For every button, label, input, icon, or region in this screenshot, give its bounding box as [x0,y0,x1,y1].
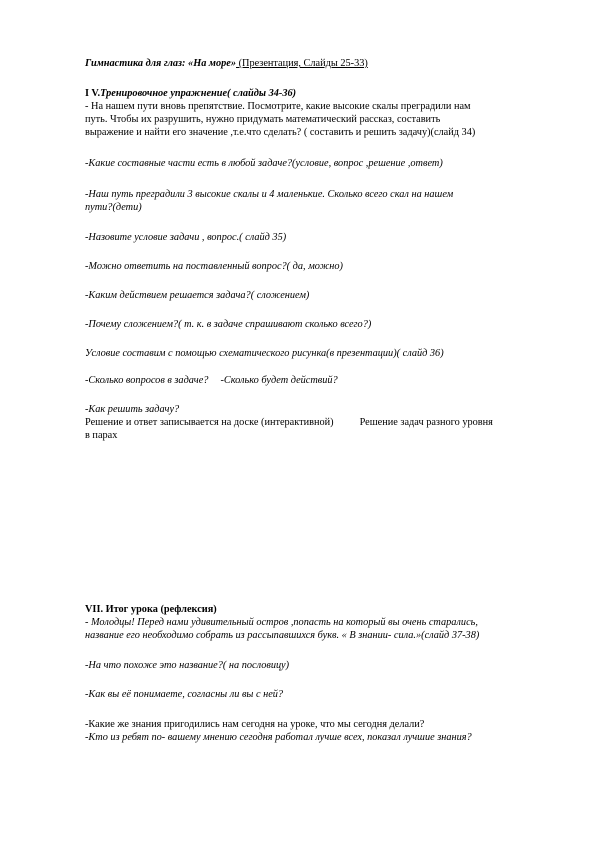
question-why-addition: -Почему сложением?( т. к. в задаче спрашивают сколько всего?) [85,319,372,330]
question-what-knowledge: -Какие же знания пригодились нам сегодня на уроке, что мы сегодня делали? [85,719,425,730]
condition-schematic-drawing: Условие составим с помощью схематического рисунка(в презентации)( слайд 36) [85,348,444,359]
question-how-many-actions: -Сколько будет действий? [220,375,338,386]
eye-gymnastics-title: Гимнастика для глаз: «На море» [85,58,236,69]
in-pairs: в парах [85,430,118,441]
question-what-resembles: -На что похоже это название?( на пословицу) [85,660,289,671]
solution-note-line [85,417,493,429]
question-how-many-questions: -Сколько вопросов в задаче? [85,375,209,386]
question-can-answer: -Можно ответить на поставленный вопрос?( да, можно) [85,261,343,272]
section-4-title: Тренировочное упражнение( слайды 34-36) [100,88,297,99]
section-4-number: I V. [85,88,101,99]
different-level-tasks: Решение задач разного уровня [359,417,493,428]
section-4-intro-line-2: путь. Чтобы их разрушить, нужно придумать математический рассказ, составить [85,114,441,125]
section-4-intro-line-3: выражение и найти его значение ,т.е.что сделать? ( составить и решить задачу)(слайд 34) [85,127,476,138]
question-which-operation: -Каким действием решается задача?( сложением) [85,290,310,301]
questions-count-line [85,375,338,387]
section-4-intro-line-1: - На нашем пути вновь препятствие. Посмотрите, какие высокие скалы преградили нам [85,101,471,112]
question-rocks-line-2: пути?(дети) [85,202,142,213]
presentation-slides-reference: (Презентация, Слайды 25-33) [236,58,368,69]
section-7-line-1: - Молодцы! Перед нами удивительный остров ,попасть на который вы очень старались, [85,617,478,628]
section-4-heading [85,88,296,100]
question-task-parts: -Какие составные части есть в любой задаче?(условие, вопрос ,решение ,ответ) [85,158,443,169]
question-who-worked-best: -Кто из ребят по- вашему мнению сегодня работал лучше всех, показал лучшие знания? [85,732,472,743]
section-7-line-2: название его необходимо собрать из рассыпавшихся букв. « В знании- сила.»(слайд 37-38) [85,630,480,641]
question-name-condition: -Назовите условие задачи , вопрос.( слайд 35) [85,232,287,243]
eye-gymnastics-line [85,58,368,70]
section-7-heading: VII. Итог урока (рефлексия) [85,604,217,615]
solution-on-board: Решение и ответ записывается на доске (интерактивной) [85,417,334,428]
question-how-to-solve: -Как решить задачу? [85,404,180,415]
question-rocks-line-1: -Наш путь преградили 3 высокие скалы и 4 маленькие. Сколько всего скал на нашем [85,189,454,200]
question-do-you-agree: -Как вы её понимаете, согласны ли вы с ней? [85,689,284,700]
